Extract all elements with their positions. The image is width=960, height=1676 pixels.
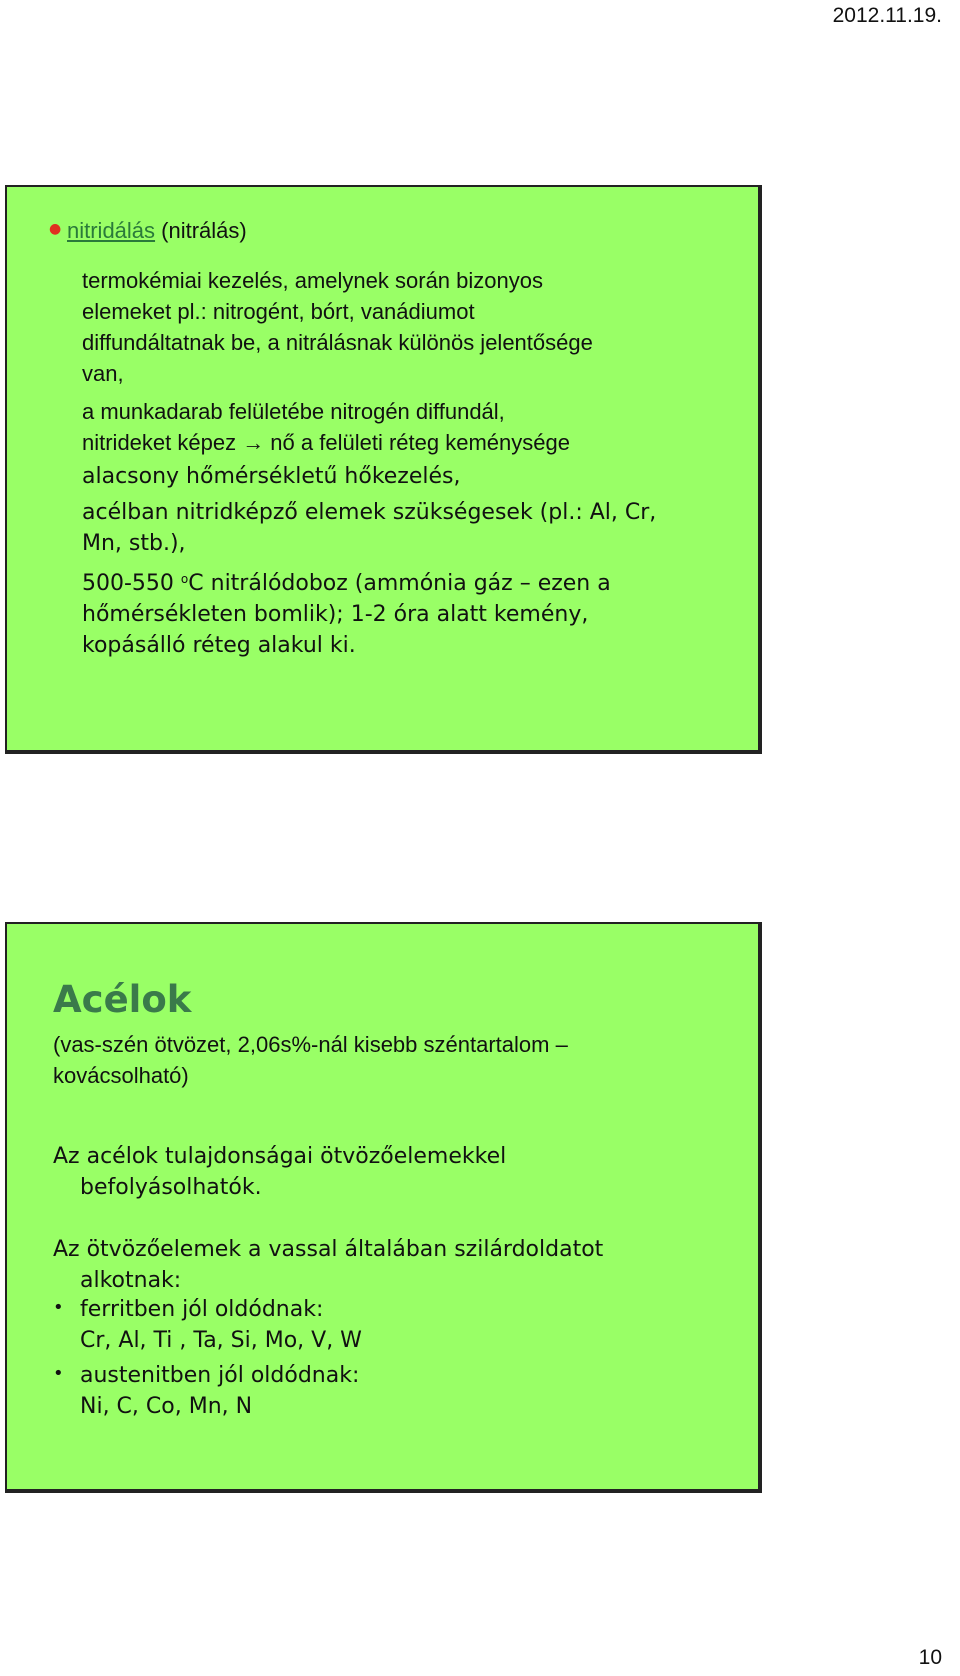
slide-heading: Acélok [53,978,192,1021]
steel-definition [53,1029,568,1091]
text-line: 500-550 $^o$C nitrálódoboz (ammónia gáz – ezen a [82,571,611,596]
text-line: van, [82,361,124,386]
bullet-icon: ● [49,221,62,237]
nitriding-temperature [82,461,461,492]
text-line: ferritben jól oldódnak: [80,1297,324,1322]
text-line: elemeket pl.: nitrogént, bórt, vanádiumot [82,299,475,324]
slide-steels [5,922,762,1493]
text-line: Az acélok tulajdonságai ötvözőelemekkel [53,1144,507,1169]
slide-title-rest: (nitrálás) [155,218,247,243]
bullet-icon: • [53,1297,64,1318]
text-line: nitrideket képez → nő a felületi réteg keménysége [82,430,570,455]
steel-properties [53,1141,506,1203]
text-line: austenitben jól oldódnak: [80,1363,360,1388]
bullet-icon: • [53,1363,64,1384]
text-line: Cr, Al, Ti , Ta, Si, Mo, V, W [80,1328,362,1353]
nitriding-definition [82,265,593,389]
nitriding-mechanism [82,396,570,458]
austenite-list [80,1360,359,1422]
text-line: hőmérsékleten bomlik); 1-2 óra alatt kemény, [82,602,589,627]
nitriding-process [82,564,611,661]
nitriding-link[interactable]: nitridálás [67,218,156,243]
text-line: alacsony hőmérsékletű hőkezelés, [82,464,461,489]
text-line: acélban nitridképző elemek szükségesek (pl.: Al, Cr, [82,500,657,525]
text-line: a munkadarab felületébe nitrogén diffundál, [82,399,505,424]
slide-nitriding [5,185,762,754]
slide-title [67,215,247,246]
text-line: Az ötvözőelemek a vassal általában szilárdoldatot [53,1237,604,1262]
page-number: 10 [918,1646,942,1669]
text-line: Mn, stb.), [82,531,186,556]
text-line: kovácsolható) [53,1063,189,1088]
alloy-statement [53,1234,603,1296]
ferrite-list [80,1294,362,1356]
document-date: 2012.11.19. [832,4,942,27]
nitriding-elements [82,497,656,559]
text-line: befolyásolhatók. [80,1175,262,1200]
text-line: diffundáltatnak be, a nitrálásnak különös jelentősége [82,330,593,355]
text-line: alkotnak: [80,1268,182,1293]
text-line: kopásálló réteg alakul ki. [82,633,356,658]
text-line: Ni, C, Co, Mn, N [80,1394,253,1419]
text-line: (vas-szén ötvözet, 2,06s%-nál kisebb széntartalom – [53,1032,568,1057]
text-line: termokémiai kezelés, amelynek során bizonyos [82,268,543,293]
